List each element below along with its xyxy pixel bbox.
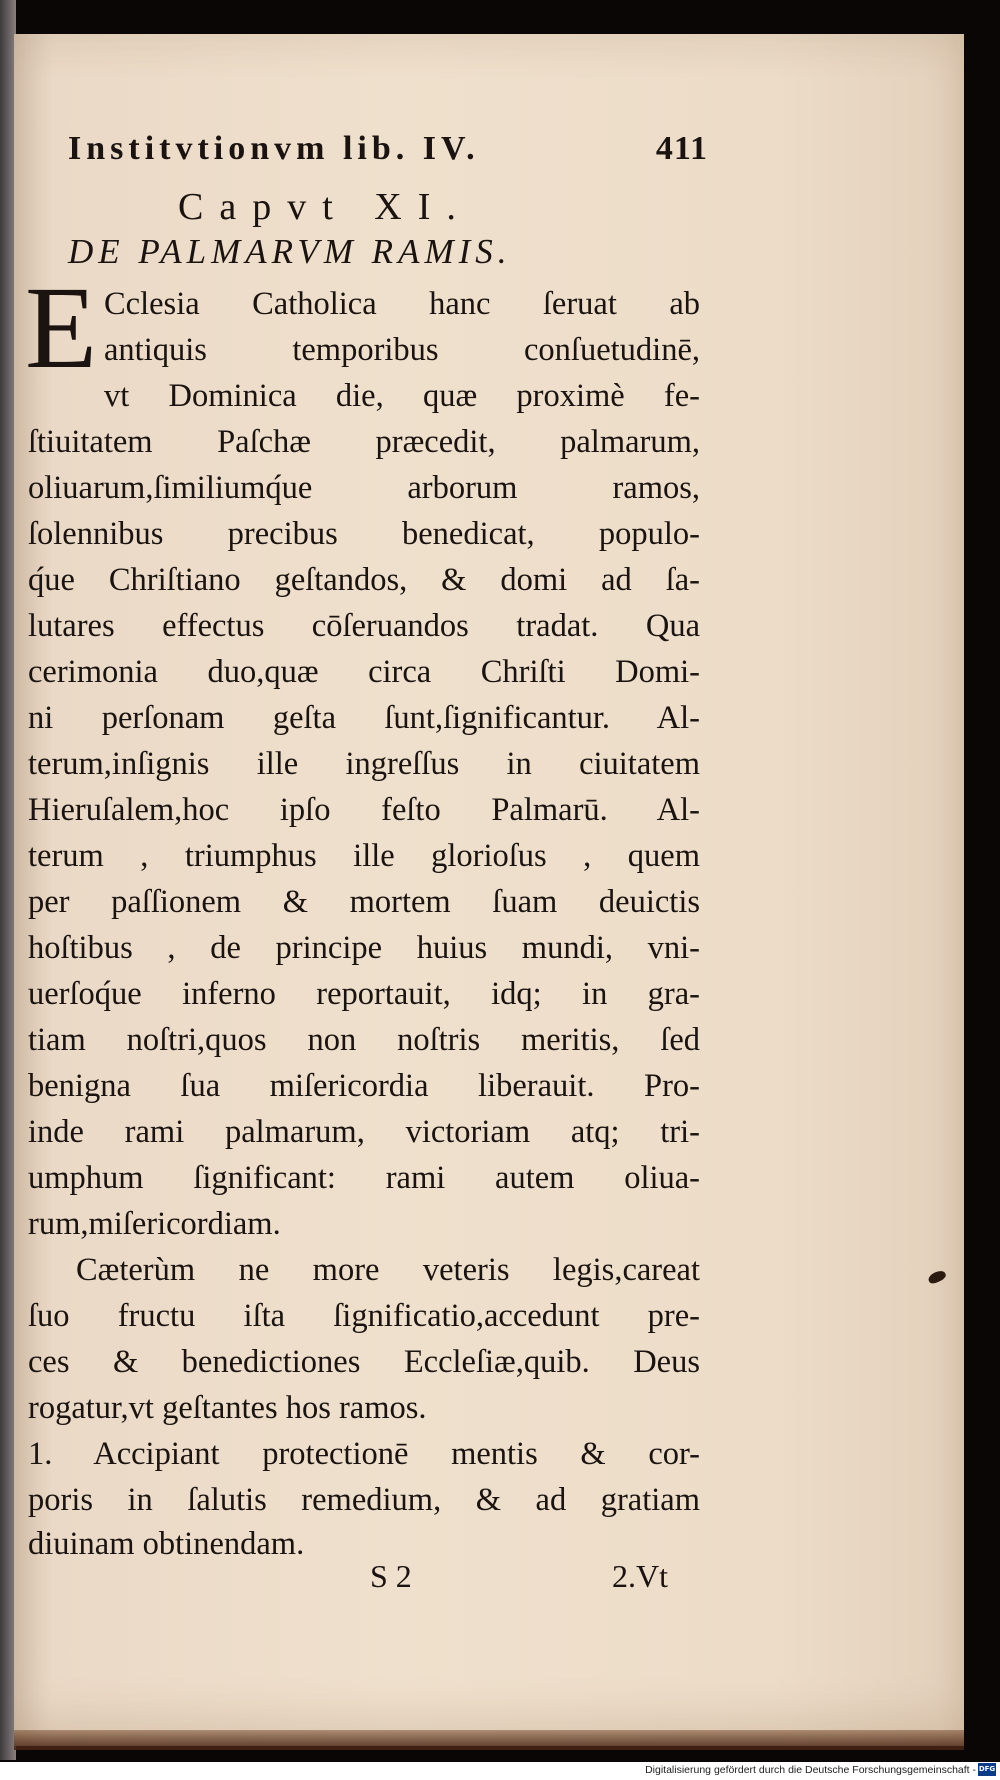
text-line: Hieruſalem,hoc ipſo feſto Palmarū. Al-: [28, 792, 700, 828]
dfg-logo: DFG: [978, 1763, 996, 1776]
text-line: 1. Accipiant protectionē mentis & cor-: [28, 1436, 700, 1472]
text-line: lutares effectus cōſeruandos tradat. Qua: [28, 608, 700, 644]
text-line: ces & benedictiones Eccleſiæ,quib. Deus: [28, 1344, 700, 1380]
text-line: oliuarum,ſimiliumq́ue arborum ramos,: [28, 470, 700, 506]
text-line: hoſtibus , de principe huius mundi, vni-: [28, 930, 700, 966]
text-line: rum,miſericordiam.: [28, 1206, 281, 1242]
text-line: inde rami palmarum, victoriam atq; tri-: [28, 1114, 700, 1150]
text-line: per paſſionem & mortem ſuam deuictis: [28, 884, 700, 920]
text-line: ſtiuitatem Paſchæ præcedit, palmarum,: [28, 424, 700, 460]
text-line: vt Dominica die, quæ proximè fe-: [104, 378, 700, 414]
drop-cap: E: [25, 262, 98, 393]
text-line: diuinam obtinendam.: [28, 1526, 305, 1562]
text-line: tiam noſtri,quos non noſtris meritis, ſed: [28, 1022, 700, 1058]
text-line: rogatur,vt geſtantes hos ramos.: [28, 1390, 427, 1426]
text-line: ſuo fructu iſta ſignificatio,accedunt pre-: [28, 1298, 700, 1334]
chapter-heading: Capvt XI.: [178, 186, 472, 228]
text-line: Cclesia Catholica hanc ſeruat ab: [104, 286, 700, 322]
text-line: uerſoq́ue inferno reportauit, idq; in gra-: [28, 976, 700, 1012]
section-title: DE PALMARVM RAMIS.: [68, 232, 512, 271]
text-line: terum , triumphus ille glorioſus , quem: [28, 838, 700, 874]
running-head: [68, 130, 708, 170]
page-bottom-edge: [14, 1730, 964, 1750]
text-line: cerimonia duo,quæ circa Chriſti Domi-: [28, 654, 700, 690]
page-number: 411: [655, 130, 708, 167]
text-line: poris in ſalutis remedium, & ad gratiam: [28, 1482, 700, 1518]
text-line: benigna ſua miſericordia liberauit. Pro-: [28, 1068, 700, 1104]
text-line: ni perſonam geſta ſunt,ſignificantur. Al-: [28, 700, 700, 736]
signature-mark: S 2: [370, 1558, 412, 1594]
catchword: 2.Vt: [612, 1558, 668, 1594]
text-line: terum,inſignis ille ingreſſus in ciuitatem: [28, 746, 700, 782]
text-line: q́ue Chriſtiano geſtandos, & domi ad ſa-: [28, 562, 700, 598]
text-line: Cæterùm ne more veteris legis,careat: [76, 1252, 700, 1288]
funding-credit: Digitalisierung gefördert durch die Deutsche Forschungsgemeinschaft -: [645, 1764, 976, 1776]
text-line: umphum ſignificant: rami autem oliua-: [28, 1160, 700, 1196]
running-head-title: Institvtionvm lib. IV.: [68, 130, 480, 167]
text-line: ſolennibus precibus benedicat, populo-: [28, 516, 700, 552]
text-line: antiquis temporibus conſuetudinē,: [104, 332, 700, 368]
